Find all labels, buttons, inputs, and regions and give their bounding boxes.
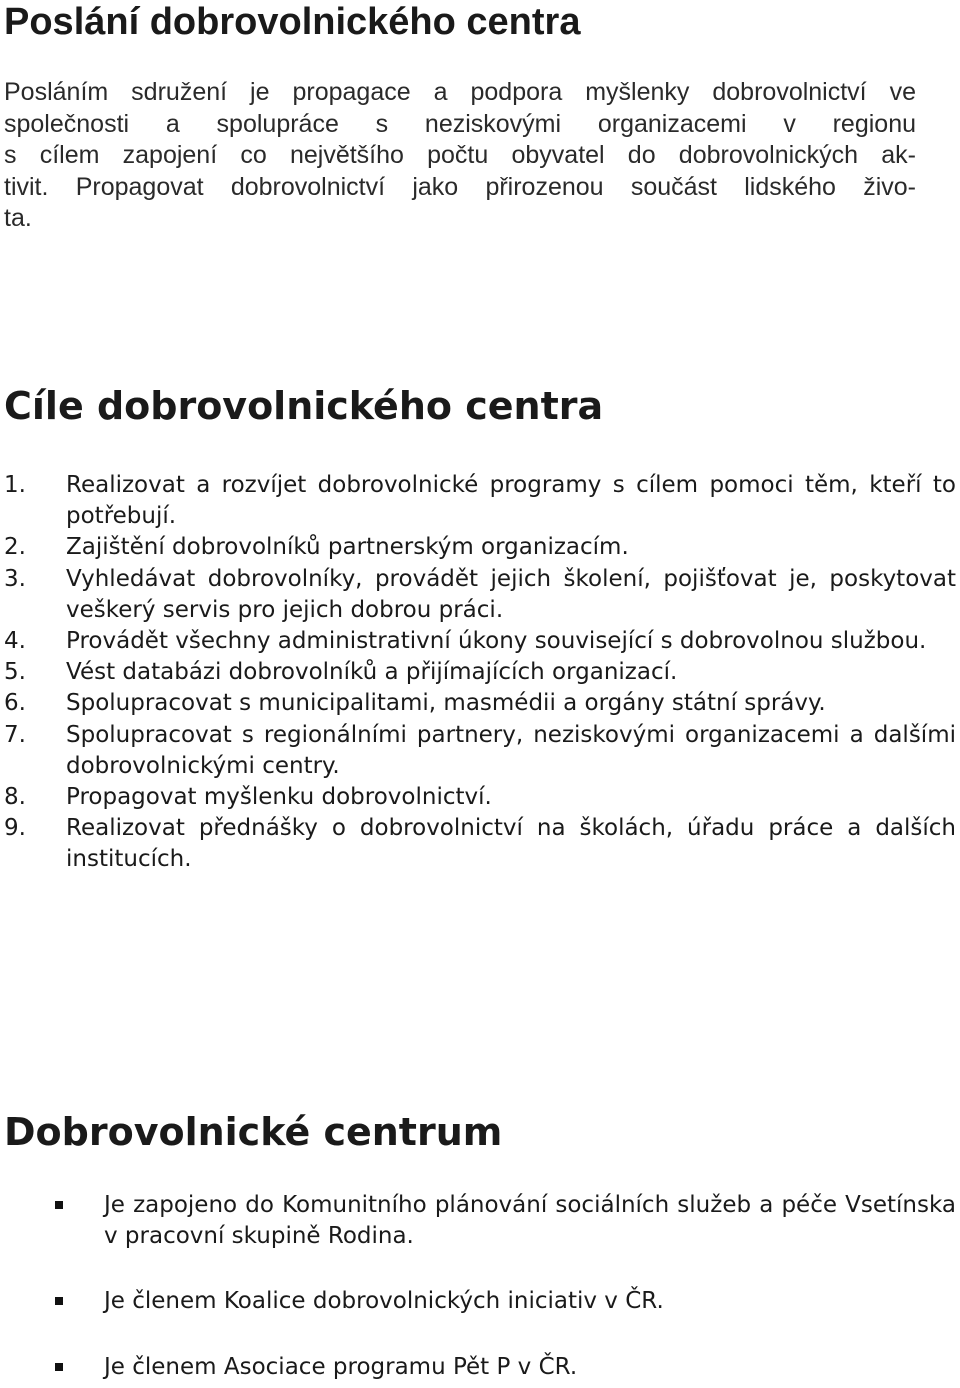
list-item-number: 5. (4, 659, 26, 686)
list-item-number: 7. (4, 721, 26, 748)
list-item-text: Realizovat a rozvíjet dobrovolnické programy s cílem pomoci těm, kteří to potřebují. (66, 472, 956, 530)
list-item (0, 626, 956, 657)
mission-line: Posláním sdružení je propagace a podpora myšlenky dobrovolnictví ve (4, 78, 916, 106)
list-item-number: 9. (4, 815, 26, 842)
list-item-text: Provádět všechny administrativní úkony související s dobrovolnou službou. (66, 628, 927, 655)
mission-paragraph (4, 77, 916, 235)
list-item-text: Spolupracovat s municipalitami, masmédii a orgány státní správy. (66, 690, 826, 717)
list-item (0, 564, 956, 626)
mission-line: ta. (4, 204, 32, 232)
list-item-number: 6. (4, 690, 26, 717)
list-item-text: Realizovat přednášky o dobrovolnictví na školách, úřadu práce a dalších institucích. (66, 815, 956, 873)
square-bullet-icon (0, 1190, 104, 1252)
square-bullet-icon (0, 1286, 104, 1317)
list-item-text: Je členem Koalice dobrovolnických iniciativ v ČR. (104, 1288, 664, 1315)
list-item-text: Vyhledávat dobrovolníky, provádět jejich školení, pojišťovat je, poskytovat veškerý servis pro jejich dobrou práci. (66, 565, 956, 623)
list-item-text: Propagovat myšlenku dobrovolnictví. (66, 784, 492, 811)
mission-line: s cílem zapojení co největšího počtu obyvatel do dobrovolnických ak- (4, 141, 916, 169)
list-item (0, 813, 956, 875)
centre-heading: Dobrovolnické centrum (4, 1110, 503, 1154)
list-item-text: Spolupracovat s regionálními partnery, neziskovými organizacemi a dalšími dobrovolnickými centry. (66, 721, 956, 779)
list-item (0, 1352, 956, 1383)
list-item (0, 470, 956, 532)
list-item (0, 1190, 956, 1252)
square-bullet-icon (0, 1352, 104, 1383)
list-item (0, 782, 956, 813)
list-item-text: Vést databázi dobrovolníků a přijímajících organizací. (66, 659, 678, 686)
list-item-number: 8. (4, 784, 26, 811)
centre-list (0, 1190, 956, 1383)
list-item-number: 4. (4, 628, 26, 655)
mission-line: tivit. Propagovat dobrovolnictví jako přirozenou součást lidského živo- (4, 172, 916, 201)
list-item-number: 2. (4, 534, 26, 561)
goals-heading: Cíle dobrovolnického centra (4, 384, 604, 428)
list-item (0, 688, 956, 719)
list-item-number: 3. (4, 565, 26, 592)
list-item (0, 720, 956, 782)
list-item (0, 657, 956, 688)
list-item-text: Zajištění dobrovolníků partnerským organizacím. (66, 534, 629, 561)
list-item-text: Je členem Asociace programu Pět P v ČR. (104, 1353, 578, 1380)
list-item (0, 1286, 956, 1317)
mission-heading: Poslání dobrovolnického centra (4, 1, 581, 43)
list-item-number: 1. (4, 472, 26, 498)
mission-line: společnosti a spolupráce s neziskovými organizacemi v regionu (4, 109, 916, 138)
list-item (0, 532, 956, 563)
list-item-text: Je zapojeno do Komunitního plánování sociálních služeb a péče Vsetínska v pracovní skupině Rodina. (104, 1192, 956, 1250)
goals-list (0, 470, 956, 876)
